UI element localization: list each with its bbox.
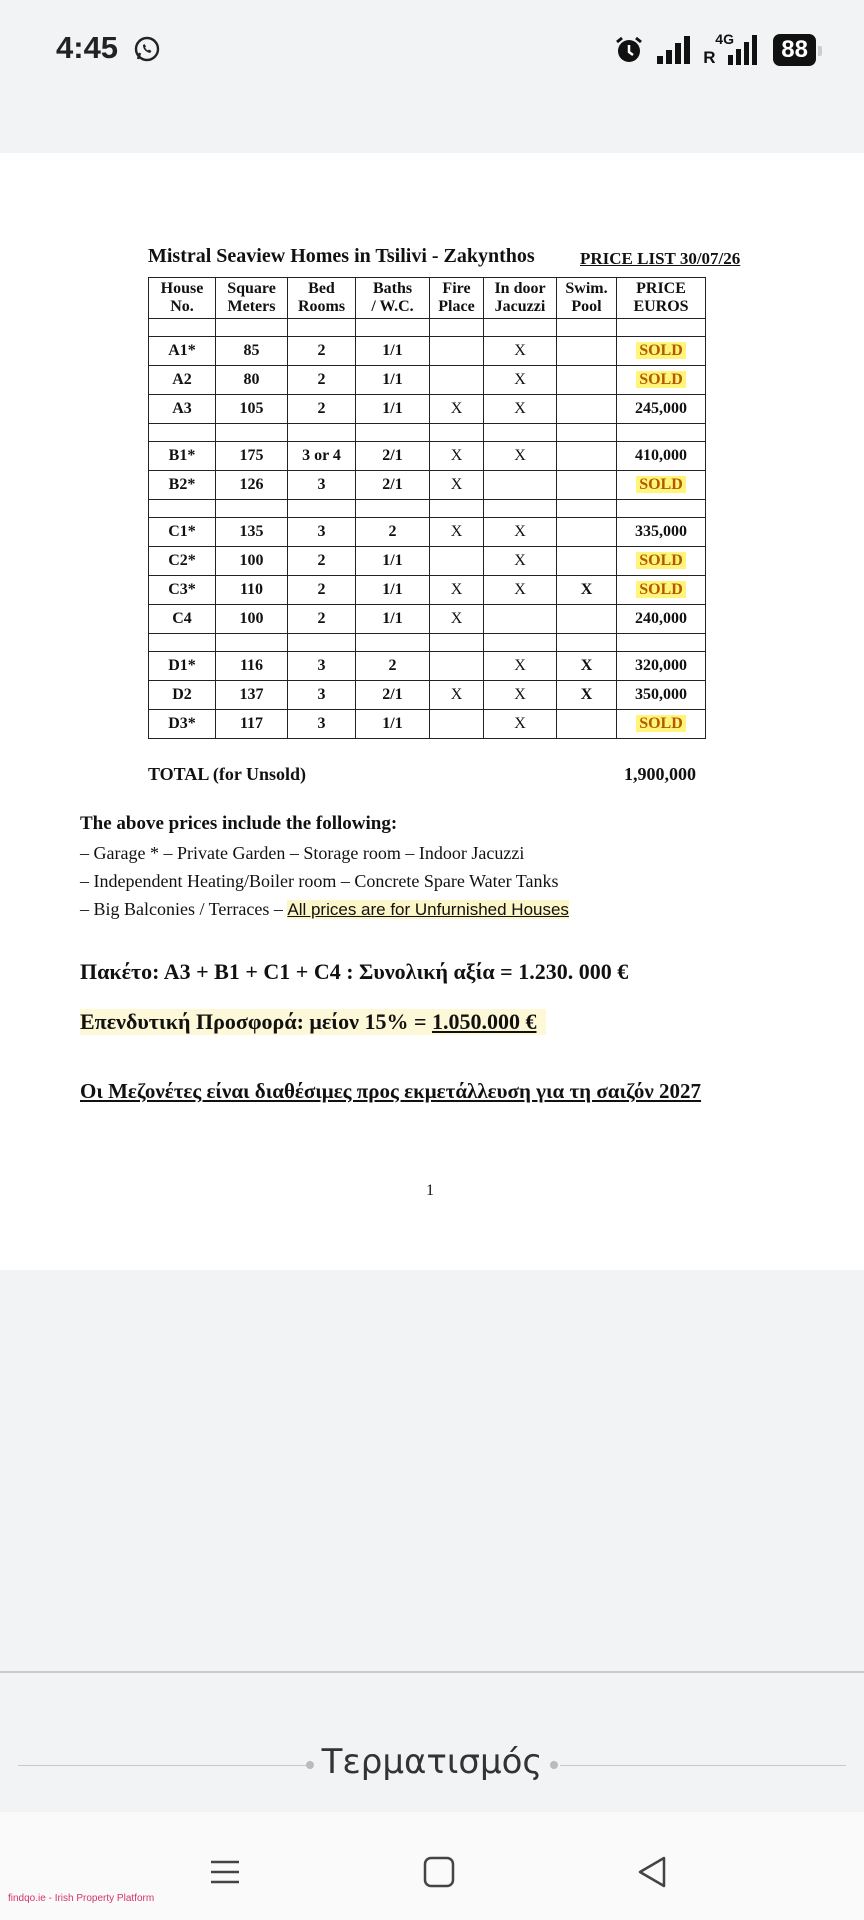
- cell-pool: X: [557, 681, 617, 710]
- cell-fire: [430, 710, 484, 739]
- empty-cell: [288, 424, 356, 442]
- footer-brand: findqo.ie - Irish Property Platform: [8, 1893, 155, 1904]
- cell-jacuzzi: X: [484, 710, 557, 739]
- offer-value: 1.050.000 €: [431, 1009, 537, 1034]
- cell-fire: [430, 547, 484, 576]
- empty-cell: [430, 500, 484, 518]
- table-row: [149, 652, 706, 681]
- cell-fire: X: [430, 605, 484, 634]
- empty-cell: [149, 424, 216, 442]
- column-header-line: Meters: [227, 298, 276, 315]
- empty-cell: [288, 634, 356, 652]
- cell-bed: 3: [288, 710, 356, 739]
- cell-price: [617, 337, 706, 366]
- column-header-line: PRICE: [636, 280, 686, 297]
- cell-sqm: 105: [216, 395, 288, 424]
- empty-cell: [484, 424, 557, 442]
- empty-cell: [617, 634, 706, 652]
- cell-price: 240,000: [617, 605, 706, 634]
- sold-badge: SOLD: [636, 342, 686, 359]
- column-header-line: No.: [170, 298, 194, 315]
- status-icons: [613, 30, 816, 70]
- sold-badge: SOLD: [636, 715, 686, 732]
- cell-house: A1*: [149, 337, 216, 366]
- cell-jacuzzi: X: [484, 337, 557, 366]
- cell-house: C1*: [149, 518, 216, 547]
- cell-sqm: 80: [216, 366, 288, 395]
- empty-cell: [430, 424, 484, 442]
- price-list-date: PRICE LIST 30/07/26: [580, 249, 741, 268]
- cell-house: A2: [149, 366, 216, 395]
- cell-bed: 2: [288, 547, 356, 576]
- cell-bed: 2: [288, 366, 356, 395]
- cell-house: C4: [149, 605, 216, 634]
- cell-house: C2*: [149, 547, 216, 576]
- cell-sqm: 100: [216, 605, 288, 634]
- cell-fire: [430, 652, 484, 681]
- table-row: [149, 337, 706, 366]
- alarm-icon: [613, 34, 645, 66]
- investment-offer: [80, 1009, 546, 1035]
- column-header-line: House: [160, 280, 204, 297]
- sold-badge: SOLD: [636, 581, 686, 598]
- empty-cell: [288, 319, 356, 337]
- empty-cell: [149, 634, 216, 652]
- column-header-line: Pool: [571, 298, 602, 315]
- column-header-line: Swim.: [565, 280, 608, 297]
- includes-line-3: [80, 899, 569, 920]
- empty-cell: [617, 319, 706, 337]
- cell-bed: 2: [288, 576, 356, 605]
- cell-jacuzzi: [484, 605, 557, 634]
- cell-sqm: 116: [216, 652, 288, 681]
- cell-jacuzzi: X: [484, 681, 557, 710]
- cell-fire: X: [430, 681, 484, 710]
- column-header-line: Bed: [308, 280, 335, 297]
- signal-icon-2: [727, 33, 761, 67]
- end-dot-right: [550, 1761, 558, 1769]
- cell-pool: [557, 547, 617, 576]
- cell-price: [617, 471, 706, 500]
- cell-house: B2*: [149, 471, 216, 500]
- empty-cell: [557, 500, 617, 518]
- footer-divider: [0, 1671, 864, 1673]
- empty-cell: [216, 319, 288, 337]
- cell-bed: 3: [288, 471, 356, 500]
- empty-cell: [484, 634, 557, 652]
- table-row: [149, 547, 706, 576]
- cell-price: 410,000: [617, 442, 706, 471]
- cell-pool: [557, 337, 617, 366]
- cell-pool: [557, 710, 617, 739]
- cell-bed: 3: [288, 681, 356, 710]
- cell-price: [617, 547, 706, 576]
- includes-line-3-text: – Big Balconies / Terraces –: [80, 899, 288, 919]
- network-indicator: [703, 33, 763, 67]
- whatsapp-icon: [134, 36, 160, 62]
- column-header: [288, 278, 356, 319]
- end-of-document: [0, 1740, 864, 1790]
- cell-fire: X: [430, 576, 484, 605]
- column-header-line: Jacuzzi: [494, 298, 546, 315]
- table-row: [149, 471, 706, 500]
- total-value: 1,900,000: [624, 764, 696, 784]
- cell-bath: 2/1: [356, 471, 430, 500]
- cell-pool: [557, 395, 617, 424]
- cell-bed: 2: [288, 605, 356, 634]
- column-header: [617, 278, 706, 319]
- cell-house: D1*: [149, 652, 216, 681]
- table-row: [149, 681, 706, 710]
- cell-sqm: 135: [216, 518, 288, 547]
- column-header-line: Fire: [442, 280, 471, 297]
- cell-price: [617, 576, 706, 605]
- end-label: Τερματισμός: [321, 1742, 543, 1782]
- cell-sqm: 117: [216, 710, 288, 739]
- cell-sqm: 137: [216, 681, 288, 710]
- cell-fire: X: [430, 395, 484, 424]
- roaming-label: R: [703, 48, 716, 67]
- cell-bath: 1/1: [356, 395, 430, 424]
- total-label: TOTAL (for Unsold): [148, 764, 307, 784]
- battery-indicator: 88: [773, 34, 816, 66]
- table-row: [149, 442, 706, 471]
- cell-jacuzzi: X: [484, 366, 557, 395]
- column-header-line: In door: [494, 280, 546, 297]
- cell-pool: [557, 518, 617, 547]
- cell-bed: 2: [288, 337, 356, 366]
- empty-cell: [557, 634, 617, 652]
- empty-cell: [557, 319, 617, 337]
- price-table: [148, 277, 706, 739]
- cell-fire: X: [430, 442, 484, 471]
- cell-sqm: 100: [216, 547, 288, 576]
- cell-price: 335,000: [617, 518, 706, 547]
- rental-note: Οι Μεζονέτες είναι διαθέσιμες προς εκμετάλλευση για τη σαιζόν 2027: [80, 1079, 702, 1103]
- sold-badge: SOLD: [636, 371, 686, 388]
- table-row: [149, 576, 706, 605]
- column-header: [216, 278, 288, 319]
- sold-badge: SOLD: [636, 552, 686, 569]
- cell-bath: 2/1: [356, 442, 430, 471]
- cell-jacuzzi: X: [484, 395, 557, 424]
- cell-pool: X: [557, 576, 617, 605]
- cell-pool: [557, 442, 617, 471]
- table-row: [149, 366, 706, 395]
- cell-bath: 2/1: [356, 681, 430, 710]
- cell-sqm: 110: [216, 576, 288, 605]
- empty-cell: [356, 424, 430, 442]
- empty-cell: [216, 634, 288, 652]
- cell-jacuzzi: X: [484, 652, 557, 681]
- table-body: [149, 319, 706, 739]
- column-header: [356, 278, 430, 319]
- cell-bath: 2: [356, 518, 430, 547]
- empty-cell: [617, 500, 706, 518]
- empty-cell: [557, 424, 617, 442]
- spacer-row: [149, 319, 706, 337]
- empty-cell: [484, 319, 557, 337]
- table-header-row: [149, 278, 706, 319]
- cell-jacuzzi: [484, 471, 557, 500]
- column-header-line: Place: [438, 298, 475, 315]
- cell-sqm: 85: [216, 337, 288, 366]
- cell-jacuzzi: X: [484, 547, 557, 576]
- table-row: [149, 395, 706, 424]
- cell-jacuzzi: X: [484, 442, 557, 471]
- column-header-line: / W.C.: [371, 298, 414, 315]
- cell-bath: 1/1: [356, 337, 430, 366]
- cell-price: 320,000: [617, 652, 706, 681]
- column-header-line: Rooms: [297, 298, 346, 315]
- menu-icon[interactable]: [205, 1852, 245, 1892]
- column-header: [484, 278, 557, 319]
- spacer-row: [149, 500, 706, 518]
- back-icon[interactable]: [632, 1852, 672, 1892]
- cell-pool: [557, 471, 617, 500]
- includes-line-2: – Independent Heating/Boiler room – Concrete Spare Water Tanks: [80, 871, 559, 891]
- cell-house: D3*: [149, 710, 216, 739]
- column-header: [557, 278, 617, 319]
- cell-bath: 1/1: [356, 366, 430, 395]
- document-page[interactable]: [0, 153, 864, 1270]
- cell-bed: 2: [288, 395, 356, 424]
- cell-bath: 1/1: [356, 576, 430, 605]
- empty-cell: [288, 500, 356, 518]
- cell-price: [617, 710, 706, 739]
- cell-house: A3: [149, 395, 216, 424]
- cell-bath: 1/1: [356, 547, 430, 576]
- cell-jacuzzi: X: [484, 518, 557, 547]
- cell-bath: 1/1: [356, 710, 430, 739]
- column-header: [149, 278, 216, 319]
- cell-sqm: 126: [216, 471, 288, 500]
- empty-cell: [430, 634, 484, 652]
- end-line-right: [560, 1765, 846, 1766]
- document-title: Mistral Seaview Homes in Tsilivi - Zakynthos: [148, 245, 535, 267]
- includes-title: The above prices include the following:: [80, 813, 398, 834]
- table-row: [149, 518, 706, 547]
- cell-pool: X: [557, 652, 617, 681]
- cell-jacuzzi: X: [484, 576, 557, 605]
- empty-cell: [484, 500, 557, 518]
- column-header-line: Baths: [372, 280, 413, 297]
- cell-price: [617, 366, 706, 395]
- status-bar: [0, 0, 864, 100]
- cell-fire: [430, 366, 484, 395]
- column-header-line: Square: [227, 280, 276, 297]
- cell-fire: [430, 337, 484, 366]
- package-offer: Πακέτο: Α3 + Β1 + C1 + C4 : Συνολική αξία = 1.230. 000 €: [80, 959, 629, 984]
- sold-badge: SOLD: [636, 476, 686, 493]
- cell-house: D2: [149, 681, 216, 710]
- column-header: [430, 278, 484, 319]
- page-number: 1: [426, 1182, 434, 1199]
- empty-cell: [430, 319, 484, 337]
- empty-cell: [356, 634, 430, 652]
- status-time: 4:45: [56, 30, 119, 65]
- cell-pool: [557, 366, 617, 395]
- table-row: [149, 605, 706, 634]
- cell-bed: 3 or 4: [288, 442, 356, 471]
- home-icon[interactable]: [419, 1852, 459, 1892]
- cell-fire: X: [430, 518, 484, 547]
- cell-bath: 1/1: [356, 605, 430, 634]
- spacer-row: [149, 634, 706, 652]
- empty-cell: [356, 319, 430, 337]
- empty-cell: [216, 500, 288, 518]
- cell-house: B1*: [149, 442, 216, 471]
- cell-bath: 2: [356, 652, 430, 681]
- cell-pool: [557, 605, 617, 634]
- cell-sqm: 175: [216, 442, 288, 471]
- network-type: 4G: [715, 31, 734, 47]
- empty-cell: [149, 500, 216, 518]
- empty-cell: [617, 424, 706, 442]
- unfurnished-note: All prices are for Unfurnished Houses: [287, 900, 569, 919]
- column-header-line: EUROS: [633, 298, 689, 315]
- cell-price: 350,000: [617, 681, 706, 710]
- cell-bed: 3: [288, 652, 356, 681]
- cell-fire: X: [430, 471, 484, 500]
- cell-price: 245,000: [617, 395, 706, 424]
- offer-label: Επενδυτική Προσφορά: μείον 15% =: [80, 1009, 432, 1034]
- empty-cell: [356, 500, 430, 518]
- cell-bed: 3: [288, 518, 356, 547]
- table-row: [149, 710, 706, 739]
- empty-cell: [216, 424, 288, 442]
- spacer-row: [149, 424, 706, 442]
- signal-icon: [655, 34, 693, 66]
- includes-line-1: – Garage * – Private Garden – Storage room – Indoor Jacuzzi: [80, 843, 525, 863]
- empty-cell: [149, 319, 216, 337]
- cell-house: C3*: [149, 576, 216, 605]
